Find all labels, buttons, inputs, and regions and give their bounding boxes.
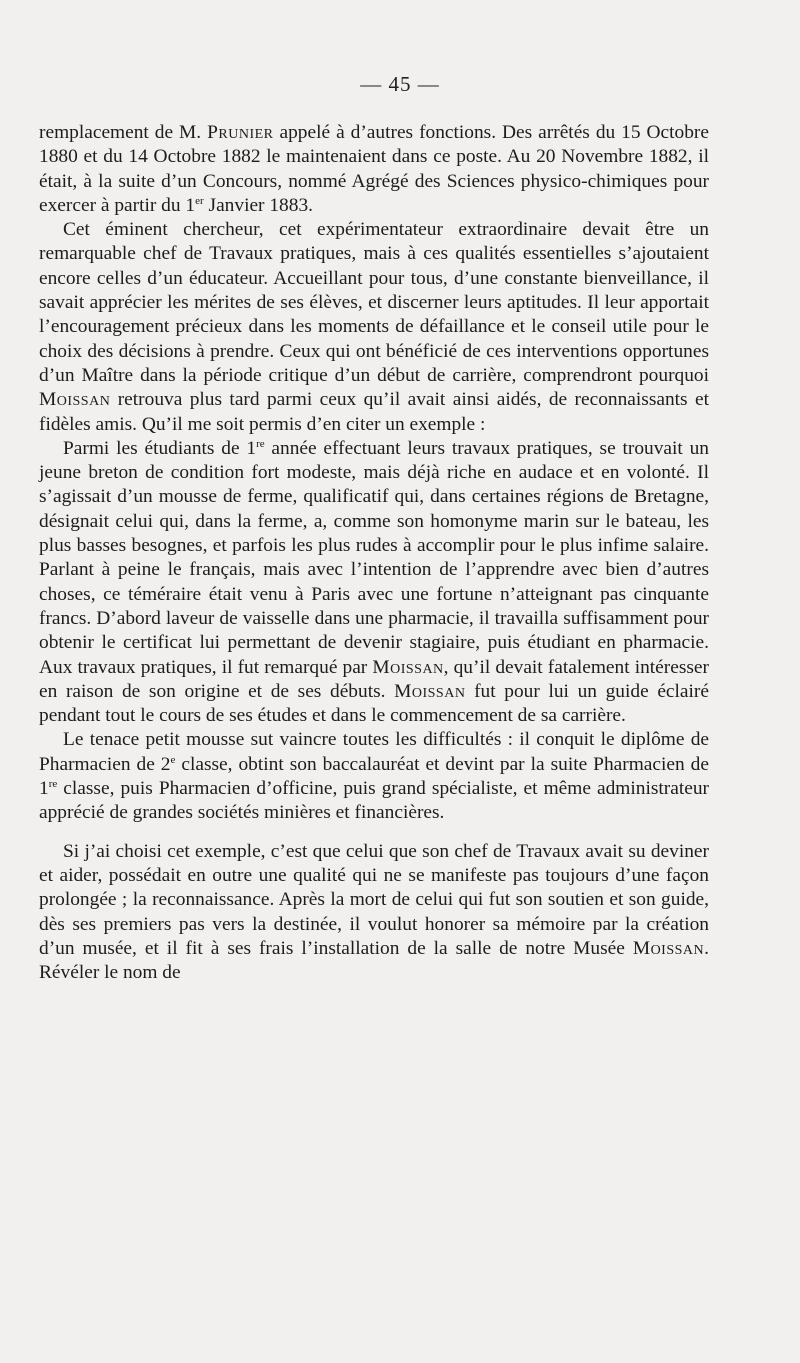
superscript: re	[48, 778, 58, 791]
text-run: Cet éminent chercheur, cet expérimentateur extraordinaire devait être un remarquable chef de Travaux pratiques, mais à ces qualités essentielles s’ajoutaient encore celles d’un éducateur. Accueillant pour tous, d’une constante bienveillance, il savait apprécier les mérites de ses élèves, et discerner leurs aptitudes. Il leur apportait l’encouragement précieux dans les moments de défaillance et le conseil utile pour le choix des décisions à prendre. Ceux qui ont bénéficié de ces interventions opportunes d’un Maître dans la période critique d’un début de carrière, comprendront pourquoi	[39, 219, 709, 386]
paragraph	[39, 437, 709, 729]
paragraph	[39, 728, 709, 825]
body-text	[39, 121, 709, 985]
person-name: Prunier	[207, 122, 274, 143]
text-run: Si j’ai choisi cet exemple, c’est que celui que son chef de Travaux avait su deviner et aider, possédait en outre une qualité qui ne se manifeste pas toujours d’une façon prolongée ; la reconnaissance. Après la mort de celui qui fut son soutien et son guide, dès ses premiers pas vers la destinée, il voulut honorer sa mémoire par la création d’un musée, et il fit à ses frais l’installation de la salle de notre Musée	[39, 840, 709, 959]
superscript: e	[170, 753, 176, 766]
text-run: . Révéler le nom de	[39, 937, 709, 984]
text-run: classe, obtint son baccalauréat et devint par la suite Pharmacien de 1	[39, 753, 709, 800]
superscript: er	[195, 194, 204, 207]
superscript: re	[256, 437, 265, 450]
text-run: année effectuant leurs travaux pratiques, se trouvait un jeune breton de condition fort modeste, mais déjà riche en audace et en volonté. Il s’agissait d’un mousse de ferme, qualificatif qui, dans certaines régions de Bretagne, désignait celui qui, dans la ferme, a, comme son homonyme marin sur le bateau, les plus basses besognes, et parfois les plus rudes à accomplir pour le plus infime salaire. Parlant à peine le français, mais avec l’intention de l’apprendre avec bien d’autres choses, ce téméraire était venu à Paris avec une fortune n’atteignant pas cinquante francs. D’abord laveur de vaisselle dans une pharmacie, il travailla suffisamment pour obtenir le certificat lui permettant de devenir stagiaire, puis étudiant en pharmacie. Aux travaux pratiques, il fut remarqué par	[39, 437, 709, 678]
person-name: Moissan	[394, 680, 466, 702]
paragraph	[39, 840, 709, 986]
person-name: Moissan	[372, 656, 444, 678]
text-run: retrouva plus tard parmi ceux qu’il avait ainsi aidés, de reconnaissants et fidèles amis. Qu’il me soit permis d’en citer un exemple :	[39, 389, 709, 435]
person-name: Moissan	[39, 389, 111, 411]
text-run: appelé à d’autres fonctions. Des arrêtés du 15 Octobre 1880 et du 14 Octobre 1882 le maintenaient dans ce poste. Au 20 Novembre 1882, il était, à la suite d’un Concours, nommé Agrégé des Sciences physico-chimiques pour exercer à partir du 1	[39, 122, 709, 216]
text-run: classe, puis Pharmacien d’officine, puis grand spécialiste, et même administrateur apprécié de grandes sociétés minières et financières.	[39, 778, 709, 824]
text-run: Parmi les étudiants de 1	[63, 437, 257, 459]
text-run: Janvier 1883.	[203, 194, 313, 216]
page-number: — 45 —	[360, 72, 440, 96]
person-name: Moissan	[632, 937, 705, 959]
paragraph	[39, 121, 709, 218]
text-run: Le tenace petit mousse sut vaincre toutes les difficultés : il conquit le diplôme de Pharmacien de 2	[39, 729, 709, 775]
text-run: , qu’il devait fatalement intéresser en raison de son origine et de ses débuts.	[39, 656, 709, 702]
text-run: fut pour lui un guide éclairé pendant tout le cours de ses études et dans le commencement de sa carrière.	[39, 680, 709, 727]
paragraph	[39, 218, 709, 437]
text-run: remplacement de M.	[39, 122, 208, 143]
